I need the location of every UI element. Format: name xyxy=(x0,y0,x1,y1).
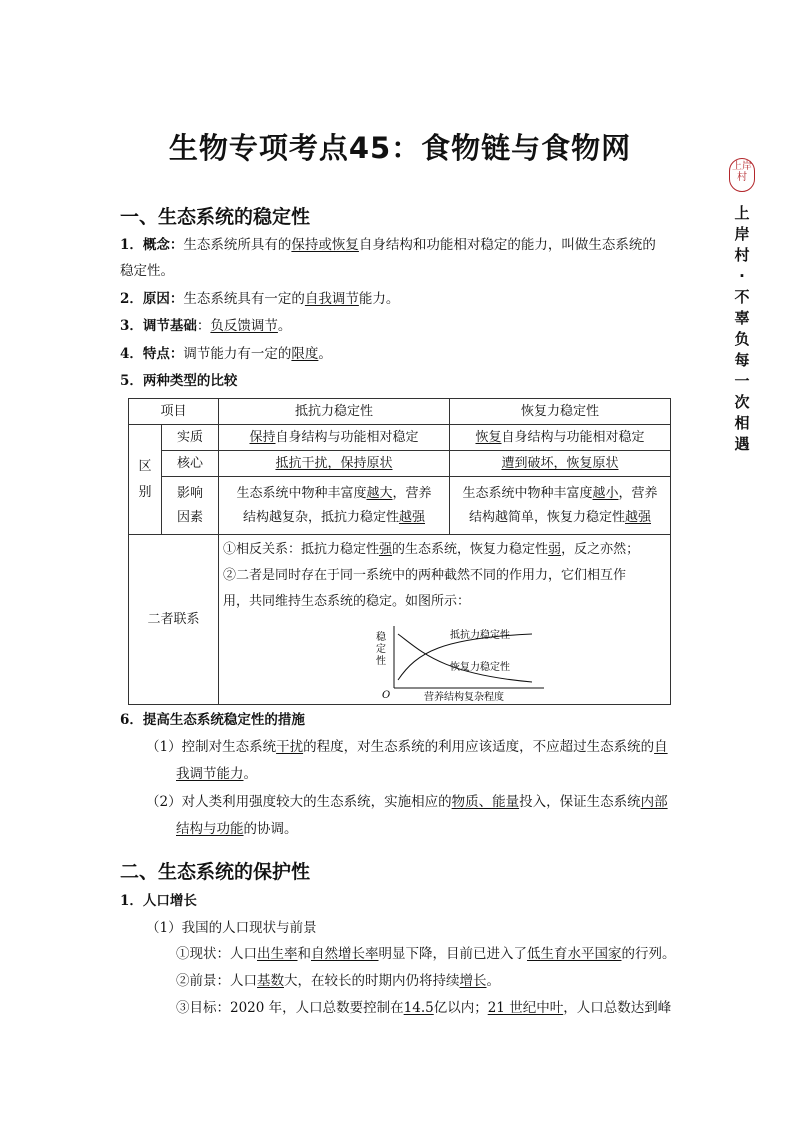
relation-line xyxy=(223,537,666,563)
text: 。 xyxy=(277,318,292,334)
slogan-char: 相 xyxy=(734,414,750,432)
underline-term: 负反馈调节 xyxy=(210,318,278,334)
text: 的协调。 xyxy=(243,821,298,837)
measures-label: 6．提高生态系统稳定性的措施 xyxy=(120,712,305,728)
underline-term: 自 xyxy=(654,739,668,755)
underline-term: 保持 xyxy=(249,429,276,445)
text: ： xyxy=(196,318,211,334)
status-line xyxy=(176,945,676,963)
row-label: 实质 xyxy=(162,425,219,451)
cell xyxy=(219,425,450,451)
relation-label: 二者联系 xyxy=(129,535,219,705)
group-label xyxy=(129,425,162,535)
underline-term: 遭到破坏，恢复原状 xyxy=(501,455,619,471)
text: ②前景：人口 xyxy=(176,973,257,989)
text: 自身结构和功能相对稳定的能力，叫做生态系统的 xyxy=(358,237,656,253)
subheading: （1）我国的人口现状与前景 xyxy=(146,920,317,936)
text: ，营养 xyxy=(392,485,432,501)
row-label: 核心 xyxy=(162,451,219,477)
label-part: 影响 xyxy=(176,485,203,501)
group-char: 区 xyxy=(138,458,152,474)
text: ，反之亦然； xyxy=(561,542,640,557)
basis-line xyxy=(120,317,291,335)
text: 结构越复杂，抵抗力稳定性 xyxy=(242,509,399,525)
text: 调节能力有一定的 xyxy=(183,346,292,362)
slogan-char: · xyxy=(739,267,745,285)
text: ①现状：人口 xyxy=(176,946,257,962)
reason-line xyxy=(120,290,399,308)
row-label xyxy=(162,477,219,535)
underline-term: 内部 xyxy=(640,794,668,810)
text: （1）控制对生态系统 xyxy=(146,739,277,755)
underline-term: 我调节能力 xyxy=(176,766,244,782)
slogan-char: 次 xyxy=(734,393,750,411)
text: 自身结构与功能相对稳定 xyxy=(275,429,419,445)
underline-term: 限度 xyxy=(291,346,319,362)
text: ①相反关系：抵抗力稳定性 xyxy=(223,542,380,557)
header-item: 项目 xyxy=(129,399,219,425)
relation-line: ②二者是同时存在于同一系统中的两种截然不同的作用力，它们相互作 xyxy=(223,568,627,583)
underline-term: 强 xyxy=(379,542,393,557)
underline-term: 增长 xyxy=(459,973,487,989)
slogan-char: 每 xyxy=(734,351,750,369)
text: 的程度，对生态系统的利用应该适度，不应超过生态系统的 xyxy=(303,739,655,755)
x-axis-label: 营养结构复杂程度 xyxy=(424,692,504,702)
underline-term: 基数 xyxy=(257,973,284,989)
feature-line xyxy=(120,345,332,363)
header-recovery: 恢复力稳定性 xyxy=(450,399,671,425)
stability-chart xyxy=(372,622,552,702)
cell-line xyxy=(454,506,666,530)
slogan-char: 一 xyxy=(734,372,750,390)
underline-term: 自我调节 xyxy=(304,291,359,307)
series-label-recovery: 恢复力稳定性 xyxy=(450,662,510,673)
slogan-char: 上 xyxy=(734,204,750,222)
text: 大，在较长的时期内仍将持续 xyxy=(284,973,460,989)
underline-term: 14.5 xyxy=(403,1000,434,1016)
y-label-3: 性 xyxy=(376,656,386,667)
slogan-char: 岸 xyxy=(734,225,750,243)
text: 生态系统中物种丰富度 xyxy=(236,485,367,501)
text: 生态系统具有一定的 xyxy=(183,291,305,307)
slogan-char: 不 xyxy=(734,288,750,306)
underline-term: 出生率 xyxy=(257,946,298,962)
cell-line xyxy=(454,482,666,506)
slogan-char: 负 xyxy=(734,330,750,348)
measure-1 xyxy=(146,738,668,756)
text: 能力。 xyxy=(358,291,400,307)
label-part: 因素 xyxy=(176,509,203,525)
concept-line xyxy=(120,236,656,254)
logo-stamp: 上岸村 xyxy=(729,158,755,192)
underline-term: 越小 xyxy=(592,485,619,501)
text: 自身结构与功能相对稳定 xyxy=(501,429,645,445)
y-label-1: 稳 xyxy=(376,632,386,643)
text: ，营养 xyxy=(618,485,658,501)
text: （2）对人类利用强度较大的生态系统，实施相应的 xyxy=(146,794,452,810)
section1-heading: 一、生态系统的稳定性 xyxy=(120,206,311,228)
vertical-slogan xyxy=(731,203,753,455)
section2-heading: 二、生态系统的保护性 xyxy=(120,861,311,883)
text: 的行列。 xyxy=(621,946,676,962)
underline-term: 干扰 xyxy=(276,739,304,755)
text: 明显下降，目前已进入了 xyxy=(378,946,527,962)
text: 。 xyxy=(243,766,257,782)
underline-term: 弱 xyxy=(548,542,562,557)
slogan-char: 辜 xyxy=(734,309,750,327)
underline-term: 保持或恢复 xyxy=(291,237,359,253)
slogan-char: 遇 xyxy=(734,435,750,453)
concept-line-2: 稳定性。 xyxy=(120,263,174,279)
underline-term: 低生育水平国家 xyxy=(527,946,622,962)
measure-2-cont xyxy=(176,820,298,838)
text: 生态系统所具有的 xyxy=(183,237,292,253)
underline-term: 越强 xyxy=(625,509,652,525)
text: ③目标：2020 年，人口总数要控制在 xyxy=(176,1000,404,1016)
page-title: 生物专项考点45：食物链与食物网 xyxy=(168,131,632,165)
reason-label: 2．原因： xyxy=(120,291,184,307)
population-label: 1．人口增长 xyxy=(120,893,197,909)
underline-term: 物质、能量 xyxy=(451,794,520,810)
feature-label: 4．特点： xyxy=(120,346,184,362)
underline-term: 越强 xyxy=(399,509,426,525)
goal-line xyxy=(176,999,671,1017)
cell-line xyxy=(223,506,445,530)
text: 和 xyxy=(297,946,311,962)
underline-term: 21 世纪中叶 xyxy=(487,1000,564,1016)
y-label-2: 定 xyxy=(376,644,386,655)
concept-label: 1．概念： xyxy=(120,237,184,253)
cell xyxy=(450,425,671,451)
slogan-char: 村 xyxy=(734,246,750,264)
underline-term: 抵抗干扰，保持原状 xyxy=(275,455,393,471)
cell xyxy=(450,451,671,477)
cell-line xyxy=(223,482,445,506)
prospect-line xyxy=(176,972,500,990)
text: 的生态系统，恢复力稳定性 xyxy=(392,542,549,557)
series-label-resistance: 抵抗力稳定性 xyxy=(450,630,510,641)
group-char: 别 xyxy=(138,484,152,500)
underline-term: 结构与功能 xyxy=(176,821,244,837)
header-resistance: 抵抗力稳定性 xyxy=(219,399,450,425)
text: 亿以内； xyxy=(433,1000,488,1016)
compare-label: 5．两种类型的比较 xyxy=(120,373,238,389)
underline-term: 越大 xyxy=(366,485,393,501)
underline-term: 恢复 xyxy=(475,429,502,445)
cell xyxy=(450,477,671,535)
underline-term: 自然增长率 xyxy=(311,946,379,962)
measure-2 xyxy=(146,793,668,811)
cell xyxy=(219,451,450,477)
text: 投入，保证生态系统 xyxy=(519,794,641,810)
text: ，人口总数达到峰 xyxy=(563,1000,672,1016)
text: 结构越简单，恢复力稳定性 xyxy=(468,509,625,525)
cell xyxy=(219,477,450,535)
text: 。 xyxy=(486,973,500,989)
text: 生态系统中物种丰富度 xyxy=(462,485,593,501)
measure-1-cont xyxy=(176,765,257,783)
origin-label: O xyxy=(382,690,391,701)
text: 。 xyxy=(318,346,332,362)
relation-line: 用，共同维持生态系统的稳定。如图所示： xyxy=(223,594,471,609)
basis-label: 3．调节基础 xyxy=(120,318,197,334)
